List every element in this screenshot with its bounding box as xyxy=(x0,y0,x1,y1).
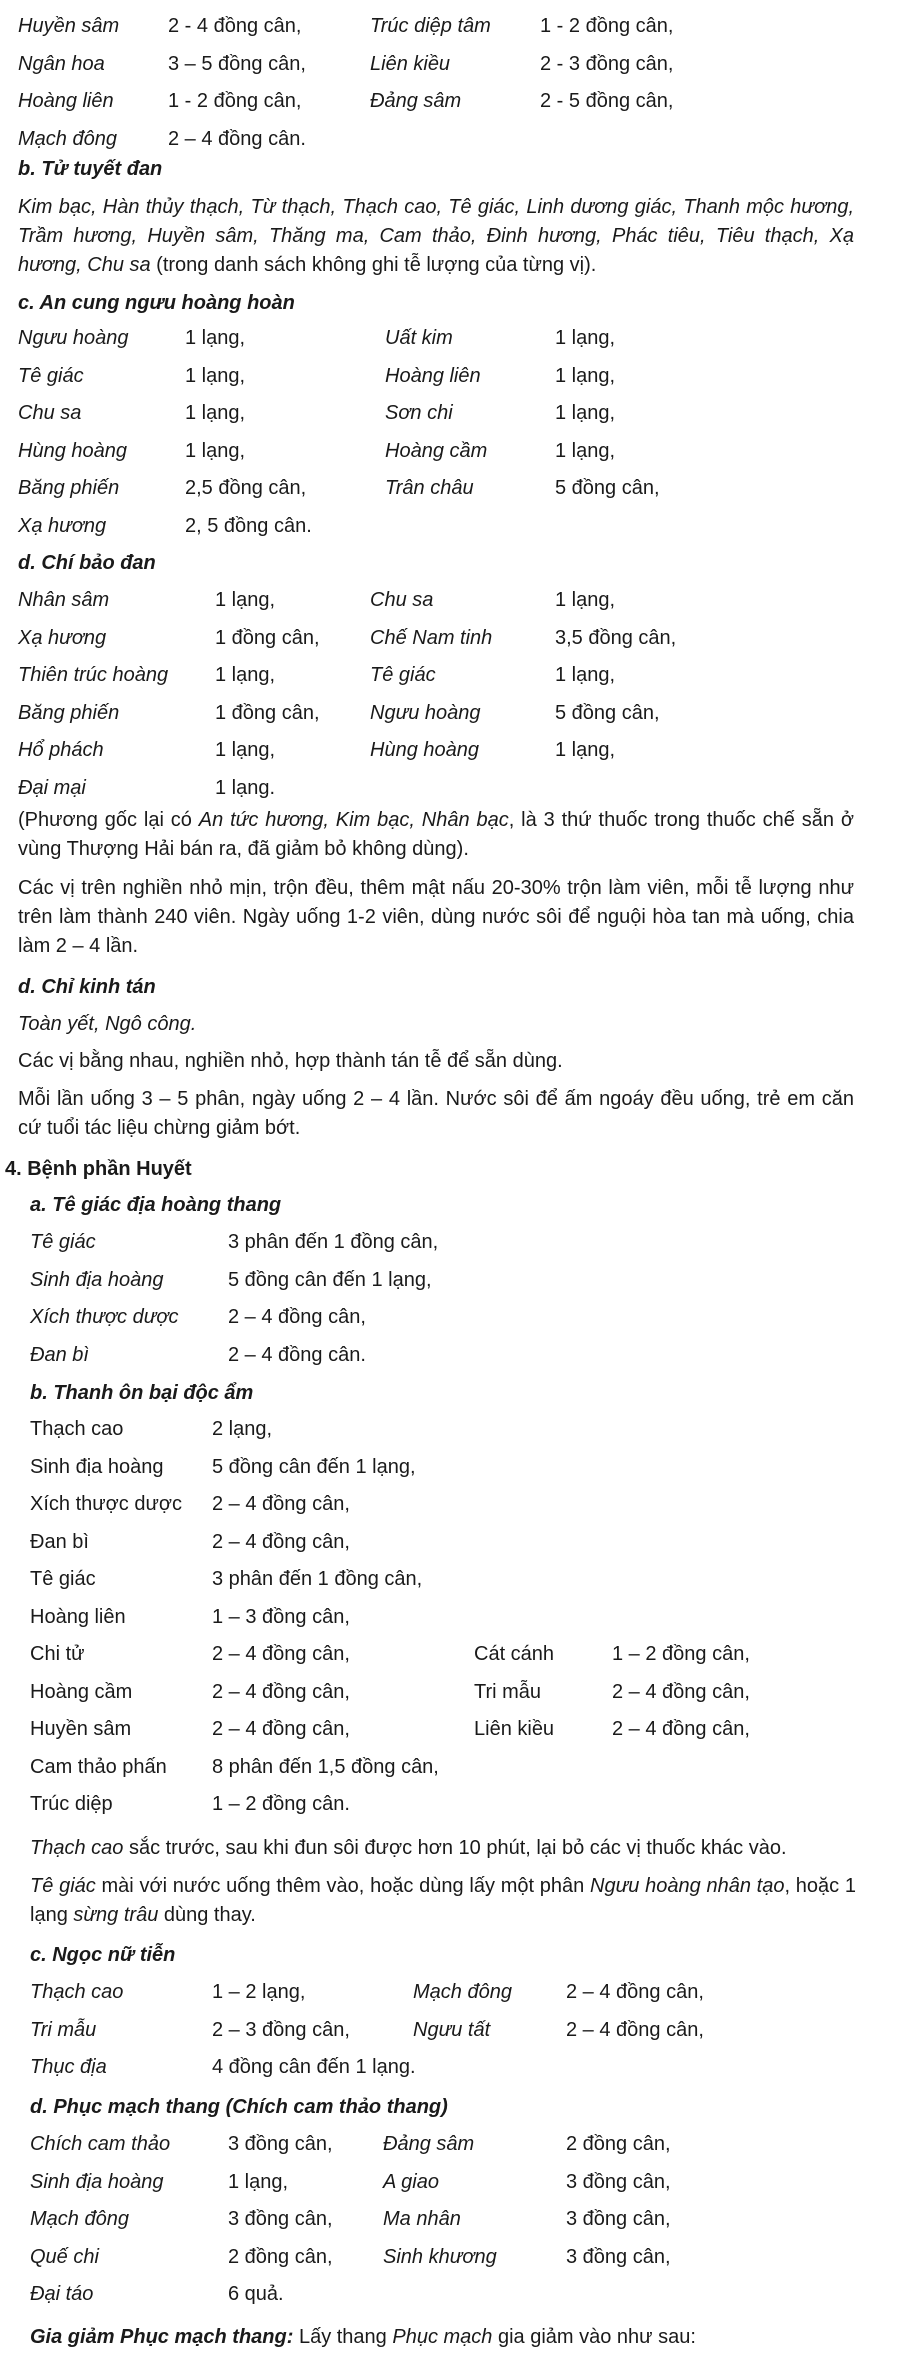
herb-name: Hoàng cầm xyxy=(30,1680,133,1703)
herb-name: Tê giác xyxy=(18,364,84,387)
s4b-note-2-italic-1: Tê giác xyxy=(30,1875,96,1897)
section-b-ingredients: Kim bạc, Hàn thủy thạch, Từ thạch, Thạch cao, Tê giác, Linh dương giác, Thanh mộc hương, Trầm hương, Huyền sâm, Thăng ma, Cam thảo, Đinh hương, Phác tiêu, Tiêu thạch, Xạ hương, Chu sa xyxy=(18,196,854,276)
ingredient-row xyxy=(0,395,900,431)
ingredient-row xyxy=(0,470,900,506)
herb-dose: 3 phân đến 1 đồng cân, xyxy=(228,1231,439,1253)
last-line-a: Lấy thang xyxy=(293,2326,393,2348)
s4b-title: b. Thanh ôn bại độc ẩm xyxy=(30,1382,254,1404)
herb-name: Ngân hoa xyxy=(18,52,105,75)
d2-preparation: Các vị bằng nhau, nghiền nhỏ, hợp thành tán tễ để sẵn dùng. xyxy=(18,1050,563,1072)
herb-dose: 2 đồng cân, xyxy=(228,2245,333,2268)
herb-dose: 2 – 4 đồng cân, xyxy=(612,1718,750,1740)
herb-name: Ngưu hoàng xyxy=(370,701,481,724)
herb-dose: 1 - 2 đồng cân, xyxy=(168,90,302,112)
s4b-note-2-italic-3: sừng trâu xyxy=(73,1904,159,1926)
herb-dose: 2 – 4 đồng cân, xyxy=(228,1306,366,1328)
herb-dose: 3 – 5 đồng cân, xyxy=(168,52,306,75)
d1-usage: Các vị trên nghiền nhỏ mịn, trộn đều, thêm mật nấu 20-30% trộn làm viên, mỗi tễ lượng như trên làm thành 240 viên. Ngày uống 1-2 viên, dùng nước sôi để nguội hòa tan mà uống, chia làm 2 – 4 lần. xyxy=(18,877,854,957)
s4c-title: c. Ngọc nữ tiễn xyxy=(30,1944,176,1966)
s4b-note-2-b: , hoặc 1 lạng xyxy=(30,1875,856,1926)
d1-note xyxy=(18,806,854,864)
herb-dose: 1 đồng cân, xyxy=(215,701,320,724)
d2-usage: Mỗi lần uống 3 – 5 phân, ngày uống 2 – 4 lần. Nước sôi để ấm ngoáy đều uống, trẻ em căn cứ tuổi tác liệu chừng giảm bớt. xyxy=(18,1088,854,1139)
herb-name: Uất kim xyxy=(385,327,453,349)
ingredient-row xyxy=(0,620,900,656)
herb-name: Trân châu xyxy=(385,477,474,499)
ingredient-row xyxy=(0,1486,900,1522)
herb-dose: 1 lạng, xyxy=(555,327,616,349)
herb-name: Hùng hoàng xyxy=(370,739,479,761)
s4b-note-1 xyxy=(30,1834,856,1863)
herb-dose: 1 – 2 đồng cân, xyxy=(612,1643,750,1665)
herb-dose: 3 đồng cân, xyxy=(566,2170,671,2193)
herb-dose: 3 đồng cân, xyxy=(228,2133,333,2155)
herb-dose: 1 lạng, xyxy=(228,2170,289,2193)
s4b-note-1-text: sắc trước, sau khi đun sôi được hơn 10 phút, lại bỏ các vị thuốc khác vào. xyxy=(123,1837,787,1859)
s4b-note-2-a: mài với nước uống thêm vào, hoặc dùng lấy một phân xyxy=(95,1875,590,1897)
herb-name: Thạch cao xyxy=(30,1981,124,2003)
herb-name: Quế chi xyxy=(30,2245,99,2268)
ingredient-row xyxy=(0,1674,900,1710)
herb-name: Chế Nam tinh xyxy=(370,626,493,649)
herb-name: Chi tử xyxy=(30,1643,85,1665)
herb-name: Hoàng liên xyxy=(385,364,481,387)
herb-dose: 4 đồng cân đến 1 lạng. xyxy=(212,2056,416,2078)
herb-dose: 2 – 4 đồng cân. xyxy=(168,127,306,150)
ingredient-row xyxy=(0,732,900,768)
ingredient-row xyxy=(0,358,900,394)
herb-name: Tê giác xyxy=(30,1568,96,1590)
d1-note-italic: An tức hương, Kim bạc, Nhân bạc xyxy=(198,809,509,831)
ingredient-row xyxy=(0,1599,900,1635)
herb-dose: 8 phân đến 1,5 đồng cân, xyxy=(212,1755,439,1778)
s4b-note-2 xyxy=(30,1872,856,1930)
herb-name: Mạch đông xyxy=(18,127,117,150)
herb-dose: 2 – 4 đồng cân. xyxy=(228,1343,366,1366)
herb-name: Xích thược dược xyxy=(30,1493,182,1515)
herb-name: Nhân sâm xyxy=(18,589,110,611)
ingredient-row xyxy=(0,1337,900,1373)
s4a-title: a. Tê giác địa hoàng thang xyxy=(30,1194,282,1216)
ingredient-row xyxy=(0,2276,900,2312)
herb-name: Tê giác xyxy=(370,664,436,686)
ingredient-row xyxy=(0,1749,900,1785)
herb-name: Cát cánh xyxy=(474,1643,555,1665)
herb-name: Tri mẫu xyxy=(474,1680,542,1703)
ingredient-row xyxy=(0,46,900,82)
herb-dose: 1 lạng, xyxy=(215,589,276,611)
herb-name: Sinh địa hoàng xyxy=(30,1268,164,1291)
herb-name: Thạch cao xyxy=(30,1418,124,1440)
s4b-note-1-italic: Thạch cao xyxy=(30,1837,124,1859)
section-d2-title: d. Chỉ kinh tán xyxy=(18,976,156,998)
herb-name: Trúc diệp xyxy=(30,1793,113,1815)
herb-dose: 5 đồng cân đến 1 lạng, xyxy=(228,1268,432,1291)
herb-dose: 2, 5 đồng cân. xyxy=(185,514,312,537)
herb-name: Chu sa xyxy=(18,402,82,424)
s4b-note-2-italic-2: Ngưu hoàng nhân tạo xyxy=(590,1875,785,1897)
herb-name: Hổ phách xyxy=(18,739,104,761)
herb-dose: 3,5 đồng cân, xyxy=(555,626,677,649)
ingredient-row xyxy=(0,2201,900,2237)
herb-dose: 1 lạng, xyxy=(215,739,276,761)
herb-name: Trúc diệp tâm xyxy=(370,15,491,37)
herb-dose: 2 – 4 đồng cân, xyxy=(212,1530,350,1553)
herb-dose: 2 lạng, xyxy=(212,1418,273,1440)
herb-name: Chu sa xyxy=(370,589,434,611)
ingredient-row xyxy=(0,1262,900,1298)
herb-dose: 1 lạng, xyxy=(555,364,616,387)
ingredient-row xyxy=(0,2239,900,2275)
herb-name: Mạch đông xyxy=(30,2208,129,2230)
ingredient-row xyxy=(0,657,900,693)
last-line-b: gia giảm vào như sau: xyxy=(492,2326,696,2348)
herb-name: A giao xyxy=(383,2170,439,2193)
d1-note-pre: (Phương gốc lại có xyxy=(18,809,199,831)
herb-dose: 1 lạng, xyxy=(185,327,246,349)
ingredient-row xyxy=(0,8,900,44)
herb-dose: 1 lạng, xyxy=(555,402,616,424)
herb-dose: 3 phân đến 1 đồng cân, xyxy=(212,1568,423,1590)
herb-name: Thiên trúc hoàng xyxy=(18,664,169,686)
herb-dose: 1 lạng, xyxy=(185,364,246,387)
ingredient-row xyxy=(0,1786,900,1822)
herb-name: Xích thược dược xyxy=(30,1306,179,1328)
herb-name: Đại táo xyxy=(30,2283,94,2305)
herb-dose: 1 lạng, xyxy=(555,589,616,611)
herb-dose: 1 lạng, xyxy=(215,664,276,686)
ingredient-row xyxy=(0,1974,900,2010)
ingredient-row xyxy=(0,1449,900,1485)
ingredient-row xyxy=(0,1524,900,1560)
herb-name: Tê giác xyxy=(30,1231,96,1253)
herb-name: Sơn chi xyxy=(385,402,453,424)
herb-dose: 1 - 2 đồng cân, xyxy=(540,15,674,37)
herb-dose: 2 - 5 đồng cân, xyxy=(540,90,674,112)
ingredient-row xyxy=(0,1636,900,1672)
ingredient-row xyxy=(0,433,900,469)
last-line-bold: Gia giảm Phục mạch thang: xyxy=(30,2326,294,2348)
herb-dose: 3 đồng cân, xyxy=(566,2245,671,2268)
herb-name: Xạ hương xyxy=(18,514,107,537)
herb-name: Đảng sâm xyxy=(370,90,462,112)
herb-name: Đại mại xyxy=(18,776,86,799)
herb-name: Sinh địa hoàng xyxy=(30,1455,164,1478)
herb-dose: 2 – 4 đồng cân, xyxy=(612,1680,750,1703)
section-b-note: (trong danh sách không ghi tễ lượng của từng vị). xyxy=(150,254,597,276)
herb-name: Đan bì xyxy=(30,1343,89,1366)
s4d-title: d. Phục mạch thang (Chích cam thảo thang) xyxy=(30,2096,448,2118)
herb-dose: 2 – 4 đồng cân, xyxy=(212,1493,350,1515)
herb-name: Sinh địa hoàng xyxy=(30,2170,164,2193)
ingredient-row xyxy=(0,2126,900,2162)
ingredient-row xyxy=(0,1411,900,1447)
herb-name: Xạ hương xyxy=(18,626,107,649)
herb-dose: 5 đồng cân, xyxy=(555,477,660,499)
herb-name: Đan bì xyxy=(30,1530,89,1553)
ingredient-row xyxy=(0,695,900,731)
herb-dose: 1 lạng, xyxy=(555,664,616,686)
herb-dose: 2 – 4 đồng cân, xyxy=(566,2018,704,2041)
herb-name: Ma nhân xyxy=(383,2208,461,2230)
herb-name: Đảng sâm xyxy=(383,2133,475,2155)
herb-name: Chích cam thảo xyxy=(30,2133,171,2155)
herb-name: Sinh khương xyxy=(383,2245,497,2268)
herb-dose: 3 đồng cân, xyxy=(228,2208,333,2230)
herb-dose: 5 đồng cân, xyxy=(555,701,660,724)
ingredient-row xyxy=(0,1299,900,1335)
ingredient-row xyxy=(0,320,900,356)
herb-dose: 2 – 4 đồng cân, xyxy=(212,1680,350,1703)
herb-name: Tri mẫu xyxy=(30,2018,97,2041)
last-line-italic: Phục mạch xyxy=(392,2326,493,2348)
herb-name: Mạch đông xyxy=(413,1981,512,2003)
s4b-note-2-c: dùng thay. xyxy=(158,1904,256,1926)
herb-name: Hoàng liên xyxy=(18,90,114,112)
herb-dose: 2 - 4 đồng cân, xyxy=(168,15,302,37)
herb-name: Thục địa xyxy=(30,2056,107,2078)
herb-dose: 5 đồng cân đến 1 lạng, xyxy=(212,1455,416,1478)
herb-dose: 1 lạng. xyxy=(215,776,276,799)
herb-dose: 1 lạng, xyxy=(185,402,246,424)
ingredient-row xyxy=(0,2164,900,2200)
herb-dose: 1 đồng cân, xyxy=(215,626,320,649)
herb-dose: 2 – 4 đồng cân, xyxy=(212,1718,350,1740)
herb-dose: 2 – 4 đồng cân, xyxy=(212,1643,350,1665)
d2-ingredients: Toàn yết, Ngô công. xyxy=(18,1013,197,1035)
herb-name: Liên kiều xyxy=(474,1718,555,1740)
herb-name: Huyền sâm xyxy=(30,1718,132,1740)
herb-dose: 2 – 4 đồng cân, xyxy=(566,1981,704,2003)
herb-dose: 1 – 2 đồng cân. xyxy=(212,1793,350,1815)
ingredient-row xyxy=(0,582,900,618)
d1-note-post: , là 3 thứ thuốc trong thuốc chế sẵn ở vùng Thượng Hải bán ra, đã giảm bỏ không dùng). xyxy=(18,809,854,860)
herb-dose: 2 đồng cân, xyxy=(566,2133,671,2155)
herb-name: Liên kiều xyxy=(370,52,451,75)
herb-name: Băng phiến xyxy=(18,477,120,499)
ingredient-row xyxy=(0,83,900,119)
herb-name: Hùng hoàng xyxy=(18,439,127,462)
ingredient-row xyxy=(0,1711,900,1747)
herb-dose: 1 – 3 đồng cân, xyxy=(212,1605,350,1628)
herb-dose: 1 lạng, xyxy=(555,439,616,462)
herb-dose: 3 đồng cân, xyxy=(566,2208,671,2230)
herb-dose: 2,5 đồng cân, xyxy=(185,477,307,499)
section-b-text xyxy=(18,193,854,280)
herb-name: Ngưu hoàng xyxy=(18,327,129,349)
herb-dose: 1 lạng, xyxy=(555,739,616,761)
herb-dose: 6 quả. xyxy=(228,2283,284,2305)
herb-name: Ngưu tất xyxy=(413,2018,491,2041)
last-line xyxy=(30,2323,856,2352)
herb-name: Hoàng liên xyxy=(30,1605,126,1628)
herb-name: Hoàng cầm xyxy=(385,439,488,462)
herb-name: Cam thảo phấn xyxy=(30,1755,167,1778)
herb-dose: 1 lạng, xyxy=(185,439,246,462)
ingredient-row xyxy=(0,770,900,806)
ingredient-row xyxy=(0,2049,900,2085)
herb-dose: 2 - 3 đồng cân, xyxy=(540,52,674,75)
ingredient-row xyxy=(0,1224,900,1260)
ingredient-row xyxy=(0,1561,900,1597)
section-c-title: c. An cung ngưu hoàng hoàn xyxy=(18,292,295,314)
ingredient-row xyxy=(0,508,900,544)
ingredient-row xyxy=(0,2012,900,2048)
section-4-title: 4. Bệnh phần Huyết xyxy=(5,1158,192,1180)
herb-name: Huyền sâm xyxy=(18,15,120,37)
section-d1-title: d. Chí bảo đan xyxy=(18,552,156,574)
herb-name: Băng phiến xyxy=(18,701,120,724)
section-b-title: b. Tử tuyết đan xyxy=(18,158,163,180)
herb-dose: 2 – 3 đồng cân, xyxy=(212,2018,350,2041)
herb-dose: 1 – 2 lạng, xyxy=(212,1981,306,2003)
